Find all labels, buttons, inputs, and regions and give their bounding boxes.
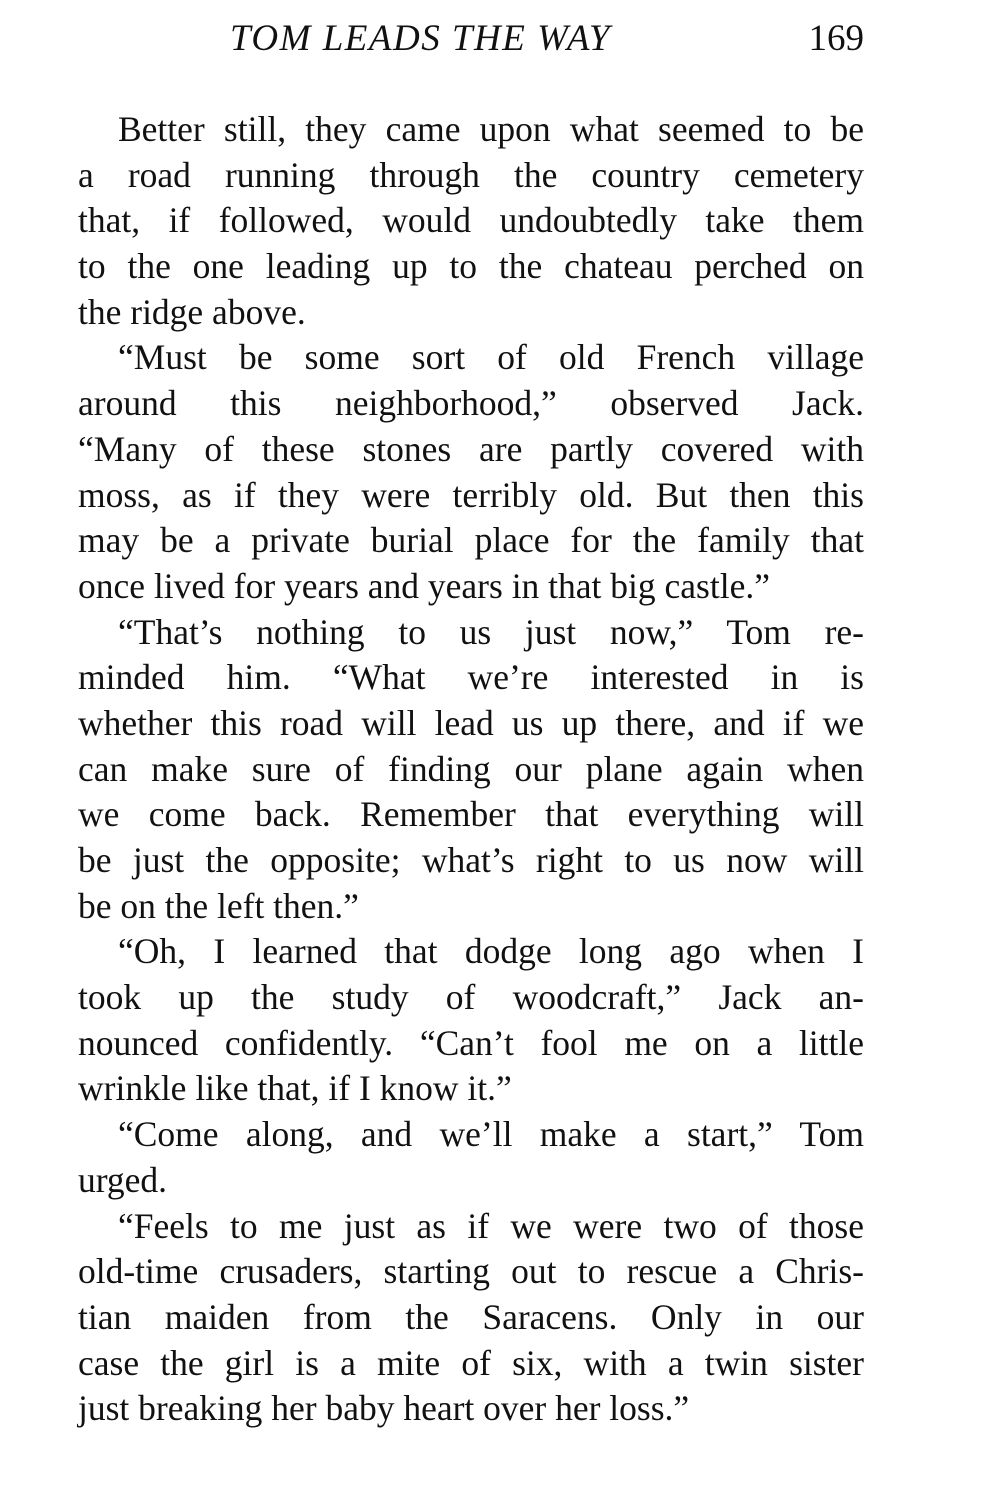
text-line: to the one leading up to the chateau perched on bbox=[78, 246, 864, 287]
running-title: TOM LEADS THE WAY bbox=[230, 18, 611, 59]
text-line: moss, as if they were terribly old. But then this bbox=[78, 474, 864, 515]
paragraph bbox=[78, 929, 864, 1112]
text-line: Better still, they came upon what seemed to be bbox=[118, 109, 864, 149]
paragraph bbox=[78, 610, 864, 930]
paragraph bbox=[78, 335, 864, 609]
text-line: once lived for years and years in that big castle.” bbox=[78, 565, 770, 606]
text-line: wrinkle like that, if I know it.” bbox=[78, 1068, 512, 1109]
text-line: “That’s nothing to us just now,” Tom re- bbox=[118, 611, 864, 652]
text-line: just breaking her baby heart over her loss.” bbox=[78, 1388, 690, 1429]
text-line: old-time crusaders, starting out to rescue a Chris- bbox=[78, 1251, 864, 1292]
text-line: “Come along, and we’ll make a start,” Tom bbox=[118, 1114, 864, 1155]
text-line: minded him. “What we’re interested in is bbox=[78, 657, 864, 698]
text-line: “Many of these stones are partly covered with bbox=[78, 428, 864, 469]
text-line: be just the opposite; what’s right to us now will bbox=[78, 840, 864, 880]
text-line: case the girl is a mite of six, with a twin sister bbox=[78, 1342, 864, 1383]
text-line: be on the left then.” bbox=[78, 885, 359, 926]
text-line: around this neighborhood,” observed Jack. bbox=[78, 383, 864, 424]
paragraph bbox=[78, 1112, 864, 1203]
page-number: 169 bbox=[808, 18, 864, 59]
text-line: we come back. Remember that everything will bbox=[78, 794, 864, 835]
running-head bbox=[78, 14, 864, 64]
text-line: may be a private burial place for the family that bbox=[78, 520, 864, 561]
text-line: “Feels to me just as if we were two of those bbox=[118, 1205, 864, 1246]
text-line: “Must be some sort of old French village bbox=[118, 337, 864, 378]
text-line: tian maiden from the Saracens. Only in our bbox=[78, 1296, 864, 1337]
paragraph bbox=[78, 1204, 864, 1432]
text-line: that, if followed, would undoubtedly take them bbox=[78, 200, 864, 241]
text-line: took up the study of woodcraft,” Jack an- bbox=[78, 977, 864, 1018]
text-line: the ridge above. bbox=[78, 291, 306, 332]
text-line: urged. bbox=[78, 1159, 168, 1200]
body-text bbox=[78, 107, 864, 1432]
text-line: “Oh, I learned that dodge long ago when I bbox=[118, 931, 864, 972]
text-line: nounced confidently. “Can’t fool me on a little bbox=[78, 1022, 864, 1063]
paragraph bbox=[78, 107, 864, 335]
text-line: a road running through the country cemetery bbox=[78, 154, 864, 195]
text-line: whether this road will lead us up there, and if we bbox=[78, 702, 864, 743]
text-line: can make sure of finding our plane again when bbox=[78, 748, 864, 789]
